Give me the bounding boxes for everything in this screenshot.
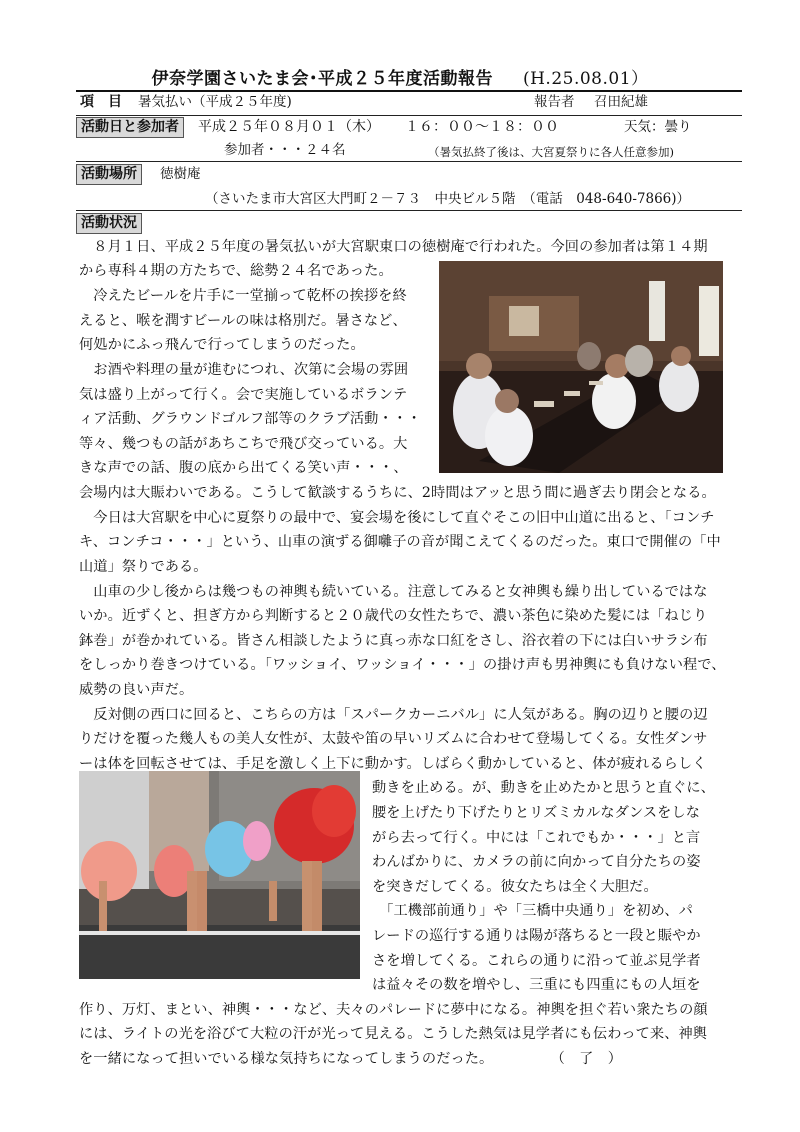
banquet-photo bbox=[439, 261, 723, 473]
body-line: ８月１日、平成２５年度の暑気払いが大宮駅東口の徳樹庵で行われた。今回の参加者は第１４期 bbox=[79, 239, 708, 255]
body-line: 山道」祭りである。 bbox=[79, 559, 208, 575]
body-line: 冷えたビールを片手に一堂揃って乾杯の挨拶を終 bbox=[79, 288, 407, 304]
body-line: お酒や料理の量が進むにつれ、次第に会場の雰囲 bbox=[79, 362, 409, 378]
divider bbox=[76, 161, 742, 162]
body-line: 気は盛り上がって行く。会で実施しているボランテ bbox=[79, 387, 408, 403]
body-line: を一緒になって担いでいる様な気持ちになってしまうのだった。 （ 了 ） bbox=[79, 1051, 623, 1067]
weather: 天気：曇り bbox=[624, 119, 692, 135]
body-line: 会場内は大賑わいである。こうして歓談するうちに、2時間はアッと思う間に過ぎ去り閉会となる。 bbox=[79, 485, 716, 501]
body-line: から専科４期の方たちで、総勢２４名であった。 bbox=[79, 263, 393, 279]
place-name: 徳樹庵 bbox=[160, 166, 201, 182]
body-line: えると、喉を潤すビールの味は格別だ。暑さなど、 bbox=[79, 313, 407, 329]
body-line: をしっかり巻きつけている。「ワッショイ、ワッショイ・・・」の掛け声も男神輿にも負けない程で、 bbox=[79, 657, 726, 673]
body-line: りだけを覆った幾人もの美人女性が、太鼓や笛の早いリズムに合わせて登場してくる。女性ダンサ bbox=[79, 731, 708, 747]
place-address: （さいたま市大宮区大門町２－７３ 中央ビル５階 （電話 048-640-7866)） bbox=[205, 191, 691, 207]
report-title bbox=[0, 64, 800, 89]
divider bbox=[76, 210, 742, 211]
carnival-photo bbox=[79, 771, 360, 979]
body-line: には、ライトの光を浴びて大粒の汗が光って見える。こうした熱気は見学者にも伝わって来、神輿 bbox=[79, 1026, 708, 1042]
body-line: がら去って行く。中には「これでもか・・・」と言 bbox=[372, 830, 701, 846]
participants-note: （暑気払終了後は、大宮夏祭りに各人任意参加) bbox=[428, 145, 674, 159]
body-line: ィア活動、グラウンドゴルフ部等のクラブ活動・・・ bbox=[79, 411, 422, 427]
reporter-label: 報告者 bbox=[534, 94, 575, 110]
body-line: は益々その数を増やし、三重にも四重にもの人垣を bbox=[372, 977, 701, 993]
item-value: 暑気払い（平成２５年度) bbox=[138, 94, 292, 110]
status-label: 活動状況 bbox=[76, 213, 142, 234]
item-label: 項 目 bbox=[80, 94, 122, 110]
body-line: 「工機部前通り」や「三橋中央通り」を初め、パ bbox=[372, 903, 693, 919]
body-line: 鉢巻」が巻かれている。皆さん相談したように真っ赤な口紅をさし、浴衣着の下には白いサラシ布 bbox=[79, 633, 708, 649]
body-line: ーは体を回転させては、手足を激しく上下に動かす。しばらく動かしていると、体が疲れるらしく bbox=[79, 756, 707, 772]
activity-date: 平成２５年０８月０１（木） bbox=[198, 119, 380, 135]
body-line: 威勢の良い声だ。 bbox=[79, 682, 194, 698]
body-line: 作り、万灯、まとい、神輿・・・など、夫々のパレードに夢中になる。神輿を担ぐ若い衆たちの顔 bbox=[79, 1002, 708, 1018]
body-line: 今日は大宮駅を中心に夏祭りの最中で、宴会場を後にして直ぐそこの旧中山道に出ると、「コンチ bbox=[79, 510, 715, 526]
reporter-name: 召田紀雄 bbox=[594, 94, 648, 110]
participants: 参加者・・・２４名 bbox=[224, 142, 346, 158]
body-line: 何処かにふっ飛んで行ってしまうのだった。 bbox=[79, 337, 365, 353]
body-line: 山車の少し後からは幾つもの神輿も続いている。注意してみると女神輿も繰り出しているではな bbox=[79, 584, 708, 600]
divider bbox=[76, 115, 742, 116]
activity-date-label: 活動日と参加者 bbox=[76, 117, 184, 138]
place-label: 活動場所 bbox=[76, 164, 142, 185]
activity-time: １６：００〜１８：００ bbox=[405, 119, 559, 135]
divider bbox=[76, 90, 742, 92]
body-line: キ、コンチコ・・・」という、山車の演ずる御囃子の音が聞こえてくるのだった。東口で開催の「中 bbox=[79, 534, 721, 550]
body-line: レードの巡行する通りは陽が落ちると一段と賑やか bbox=[372, 928, 701, 944]
body-line: 腰を上げたり下げたりとリズミカルなダンスをしな bbox=[372, 805, 701, 821]
body-line: わんばかりに、カメラの前に向かって自分たちの姿 bbox=[372, 854, 701, 870]
body-line: さを増してくる。これらの通りに沿って並ぶ見学者 bbox=[372, 953, 701, 969]
body-line: いか。近ずくと、担ぎ方から判断すると２０歳代の女性たちで、濃い茶色に染めた髪には「ねじり bbox=[79, 608, 708, 624]
body-line: 動きを止める。が、動きを止めたかと思うと直ぐに、 bbox=[372, 780, 715, 796]
body-line: 反対側の西口に回ると、こちらの方は「スパークカーニバル」に人気がある。胸の辺りと腰の辺 bbox=[79, 707, 708, 723]
body-line: 等々、幾つもの話があちこちで飛び交っている。大 bbox=[79, 436, 408, 452]
report-title-text: 伊奈学園さいたま会･平成２５年度活動報告 bbox=[151, 69, 493, 89]
report-date: (H.25.08.01） bbox=[522, 69, 649, 89]
body-line: きな声での話、腹の底から出てくる笑い声・・・、 bbox=[79, 460, 408, 476]
body-line: を突きだしてくる。彼女たちは全く大胆だ。 bbox=[372, 879, 658, 895]
